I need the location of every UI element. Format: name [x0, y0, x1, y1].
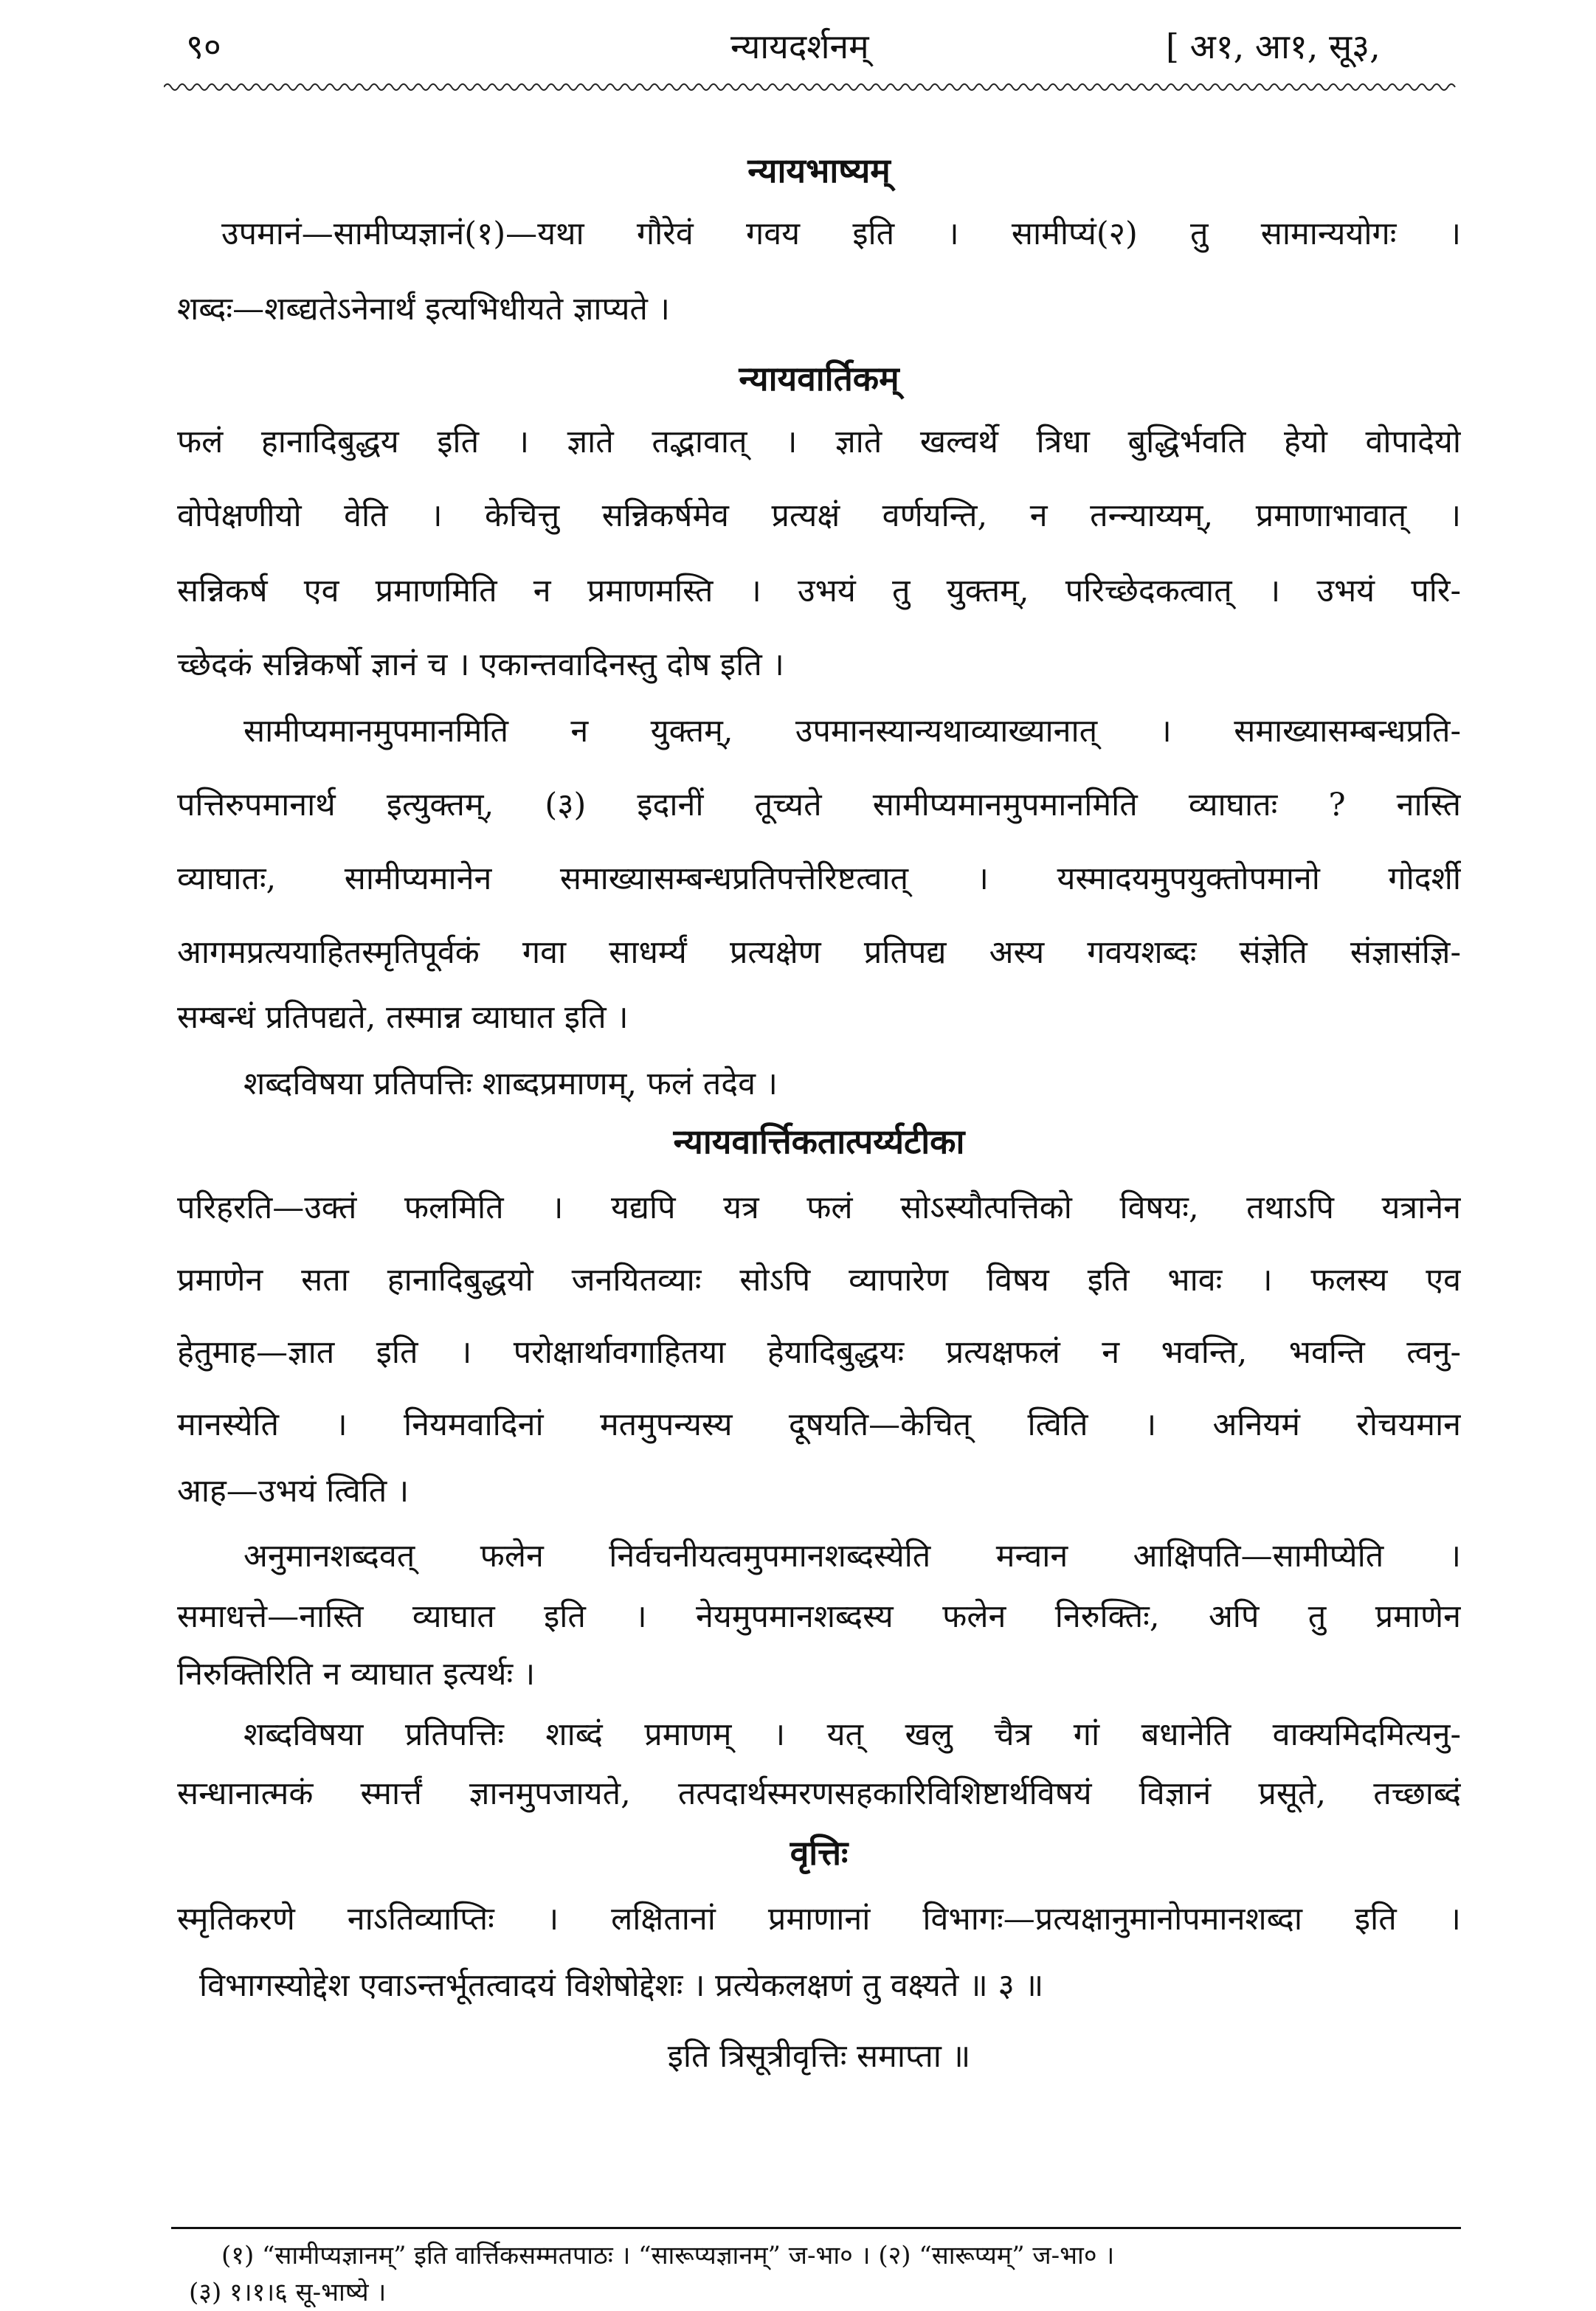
vartika-p1-line-4: च्छेदकं सन्निकर्षो ज्ञानं च । एकान्तवादिनस्तु दोष इति । [177, 646, 784, 683]
vritti-line-1: स्मृतिकरणे नाऽतिव्याप्तिः । लक्षितानां प्रमाणानां विभागः—प्रत्यक्षानुमानोपमानशब्दा इति । [177, 1901, 1461, 1938]
tika-p1-line-2: प्रमाणेन सता हानादिबुद्धयो जनयितव्याः सोऽपि व्यापारेण विषय इति भावः । फलस्य एव [177, 1262, 1461, 1299]
tika-p1-line-4: मानस्येति । नियमवादिनां मतमुपन्यस्य दूषयति—केचित् त्विति । अनियमं रोचयमान [177, 1406, 1461, 1443]
tika-p2-line-3: निरुक्तिरिति न व्याघात इत्यर्थः । [177, 1656, 536, 1693]
section-title-bhashya: न्यायभाष्यम् [747, 151, 891, 190]
vartika-p3-line-1: शब्दविषया प्रतिपत्तिः शाब्दप्रमाणम्, फलं तदेव । [243, 1065, 778, 1102]
footnote-1: (१) “सामीप्यज्ञानम्” इति वार्त्तिकसम्मतपाठः । “सारूप्यज्ञानम्” ज-भा० । (२) “सारूप्यम्” ज-भा० । [221, 2241, 1115, 2270]
vartika-p2-line-4: आगमप्रत्ययाहितस्मृतिपूर्वकं गवा साधर्म्यं प्रत्यक्षेण प्रतिपद्य अस्य गवयशब्दः संज्ञेति संज्ञासंज्ञि- [177, 934, 1461, 971]
section-title-vartika: न्यायवार्तिकम् [739, 359, 899, 398]
vritti-line-2: विभागस्योद्देश एवाऽन्तर्भूतत्वादयं विशेषोद्देशः । प्रत्येकलक्षणं तु वक्ष्यते ॥ ३ ॥ [199, 1967, 1044, 2004]
bhashya-line-2: शब्दः—शब्द्यतेऽनेनार्थं इत्यभिधीयते ज्ञाप्यते । [177, 291, 670, 328]
tika-p1-line-1: परिहरति—उक्तं फलमिति । यद्यपि यत्र फलं सोऽस्यौत्पत्तिको विषयः, तथाऽपि यत्रानेन [177, 1189, 1461, 1226]
section-title-vritti: वृत्तिः [790, 1833, 849, 1873]
footnote-2: (३) १।१।६ सू-भाष्ये । [189, 2278, 387, 2307]
vartika-p2-line-3: व्याघातः, सामीप्यमानेन समाख्यासम्बन्धप्रतिपत्तेरिष्टत्वात् । यस्मादयमुपयुक्तोपमानो गोदर्शी [177, 860, 1461, 897]
vartika-p1-line-2: वोपेक्षणीयो वेति । केचित्तु सन्निकर्षमेव प्रत्यक्षं वर्णयन्ति, न तन्न्याय्यम्, प्रमाणाभावात् । [177, 497, 1461, 534]
vartika-p2-line-2: पत्तिरुपमानार्थ इत्युक्तम्, (३) इदानीं तूच्यते सामीप्यमानमुपमानमिति व्याघातः ? नास्ति [177, 787, 1461, 823]
section-title-tika: न्यायवार्त्तिकतात्पर्य्यटीका [673, 1122, 965, 1161]
vartika-p2-line-5: सम्बन्धं प्रतिपद्यते, तस्मान्न व्याघात इति । [177, 999, 629, 1036]
section-reference: [ अ१, आ१, सू३, [1166, 27, 1381, 66]
vritti-closing: इति त्रिसूत्रीवृत्तिः समाप्ता ॥ [667, 2038, 971, 2075]
vartika-p1-line-1: फलं हानादिबुद्धय इति । ज्ञाते तद्भावात् । ज्ञाते खल्वर्थे त्रिधा बुद्धिर्भवति हेयो वोपादेयो [177, 424, 1461, 460]
tika-p3-line-1: शब्दविषया प्रतिपत्तिः शाब्दं प्रमाणम् । यत् खलु चैत्र गां बधानेति वाक्यमिदमित्यनु- [243, 1716, 1461, 1753]
page-number: ९० [186, 27, 221, 66]
tika-p2-line-1: अनुमानशब्दवत् फलेन निर्वचनीयत्वमुपमानशब्दस्येति मन्वान आक्षिपति—सामीप्येति । [243, 1538, 1461, 1575]
footnote-separator [171, 2227, 1461, 2229]
running-title: न्यायदर्शनम् [730, 27, 869, 66]
tika-p1-line-5: आह—उभयं त्विति । [177, 1473, 410, 1510]
bhashya-line-1: उपमानं—सामीप्यज्ञानं(१)—यथा गौरेवं गवय इति । सामीप्यं(२) तु सामान्ययोगः । [221, 215, 1461, 252]
tika-p3-line-2: सन्धानात्मकं स्मार्त्तं ज्ञानमुपजायते, तत्पदार्थस्मरणसहकारिविशिष्टार्थविषयं विज्ञानं प्रसूते, तच्छाब्दं [177, 1775, 1461, 1812]
header-wavy-rule [164, 80, 1462, 94]
vartika-p1-line-3: सन्निकर्ष एव प्रमाणमिति न प्रमाणमस्ति । उभयं तु युक्तम्, परिच्छेदकत्वात् । उभयं परि- [177, 573, 1461, 609]
vartika-p2-line-1: सामीप्यमानमुपमानमिति न युक्तम्, उपमानस्यान्यथाव्याख्यानात् । समाख्यासम्बन्धप्रति- [243, 713, 1461, 750]
tika-p2-line-2: समाधत्ते—नास्ति व्याघात इति । नेयमुपमानशब्दस्य फलेन निरुक्तिः, अपि तु प्रमाणेन [177, 1598, 1461, 1635]
tika-p1-line-3: हेतुमाह—ज्ञात इति । परोक्षार्थावगाहितया हेयादिबुद्धयः प्रत्यक्षफलं न भवन्ति, भवन्ति त्वनु- [177, 1334, 1461, 1371]
